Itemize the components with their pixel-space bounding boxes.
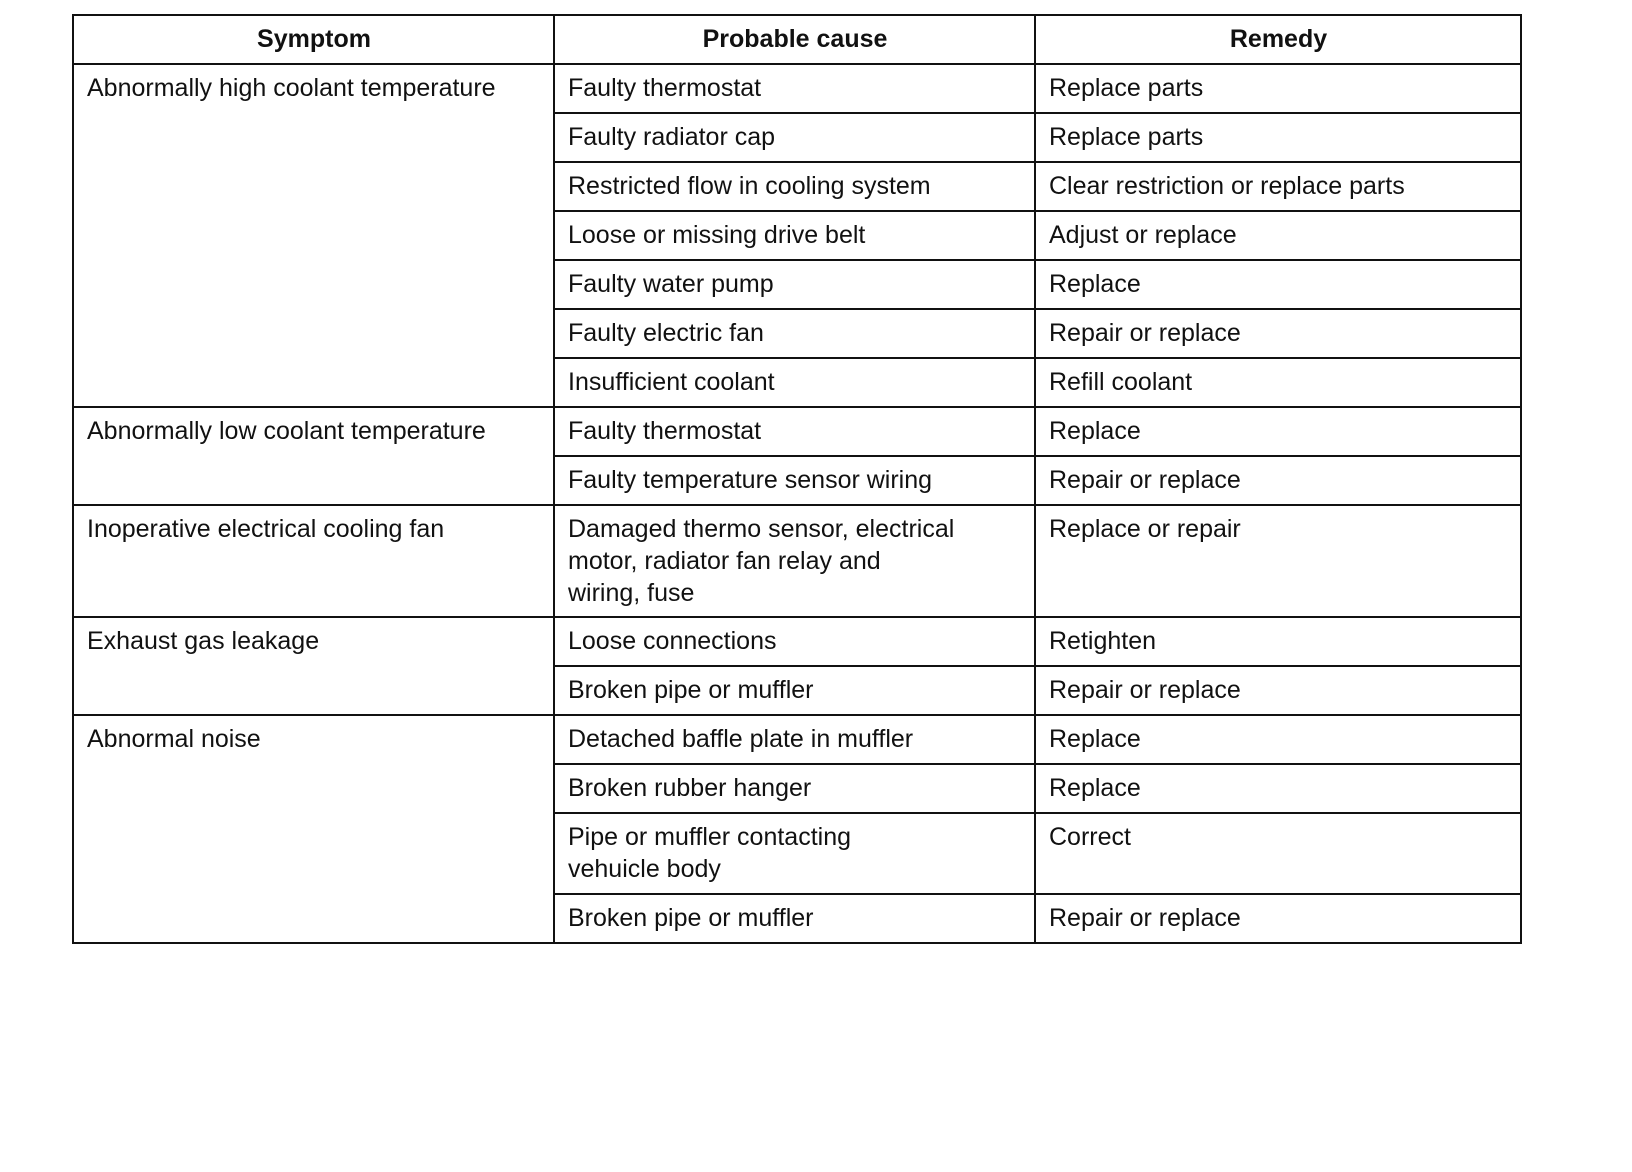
cause-cell: Loose connections <box>554 617 1035 666</box>
cause-cell: Faulty radiator cap <box>554 113 1035 162</box>
cause-cell: Broken rubber hanger <box>554 764 1035 813</box>
cause-cell: Insufficient coolant <box>554 358 1035 407</box>
header-remedy: Remedy <box>1035 15 1521 64</box>
remedy-cell: Repair or replace <box>1035 456 1521 505</box>
cause-cell: Pipe or muffler contacting vehuicle body <box>554 813 1035 894</box>
remedy-cell: Replace parts <box>1035 113 1521 162</box>
cause-cell: Faulty water pump <box>554 260 1035 309</box>
table-row <box>73 505 1521 617</box>
cause-cell: Damaged thermo sensor, electrical motor, radiator fan relay and wiring, fuse <box>554 505 1035 617</box>
header-symptom: Symptom <box>73 15 554 64</box>
remedy-cell: Replace or repair <box>1035 505 1521 617</box>
cause-cell: Broken pipe or muffler <box>554 666 1035 715</box>
table-row <box>73 617 1521 666</box>
header-probable-cause: Probable cause <box>554 15 1035 64</box>
remedy-cell: Retighten <box>1035 617 1521 666</box>
remedy-cell: Replace <box>1035 407 1521 456</box>
cause-cell: Faulty temperature sensor wiring <box>554 456 1035 505</box>
cause-cell: Loose or missing drive belt <box>554 211 1035 260</box>
remedy-cell: Replace parts <box>1035 64 1521 113</box>
remedy-cell: Repair or replace <box>1035 309 1521 358</box>
remedy-cell: Replace <box>1035 764 1521 813</box>
table-row <box>73 64 1521 113</box>
cause-cell: Detached baffle plate in muffler <box>554 715 1035 764</box>
symptom-cell: Abnormally high coolant temperature <box>73 64 554 407</box>
symptom-cell: Abnormal noise <box>73 715 554 943</box>
cause-cell: Restricted flow in cooling system <box>554 162 1035 211</box>
remedy-cell: Replace <box>1035 260 1521 309</box>
remedy-cell: Correct <box>1035 813 1521 894</box>
header-row <box>73 15 1521 64</box>
remedy-cell: Replace <box>1035 715 1521 764</box>
table-row <box>73 407 1521 456</box>
cause-cell: Faulty electric fan <box>554 309 1035 358</box>
cause-cell: Faulty thermostat <box>554 64 1035 113</box>
remedy-cell: Clear restriction or replace parts <box>1035 162 1521 211</box>
symptom-cell: Abnormally low coolant temperature <box>73 407 554 505</box>
remedy-cell: Refill coolant <box>1035 358 1521 407</box>
table-row <box>73 715 1521 764</box>
remedy-cell: Adjust or replace <box>1035 211 1521 260</box>
troubleshooting-table <box>72 14 1522 944</box>
symptom-cell: Exhaust gas leakage <box>73 617 554 715</box>
symptom-cell: Inoperative electrical cooling fan <box>73 505 554 617</box>
cause-cell: Faulty thermostat <box>554 407 1035 456</box>
remedy-cell: Repair or replace <box>1035 666 1521 715</box>
remedy-cell: Repair or replace <box>1035 894 1521 943</box>
cause-cell: Broken pipe or muffler <box>554 894 1035 943</box>
